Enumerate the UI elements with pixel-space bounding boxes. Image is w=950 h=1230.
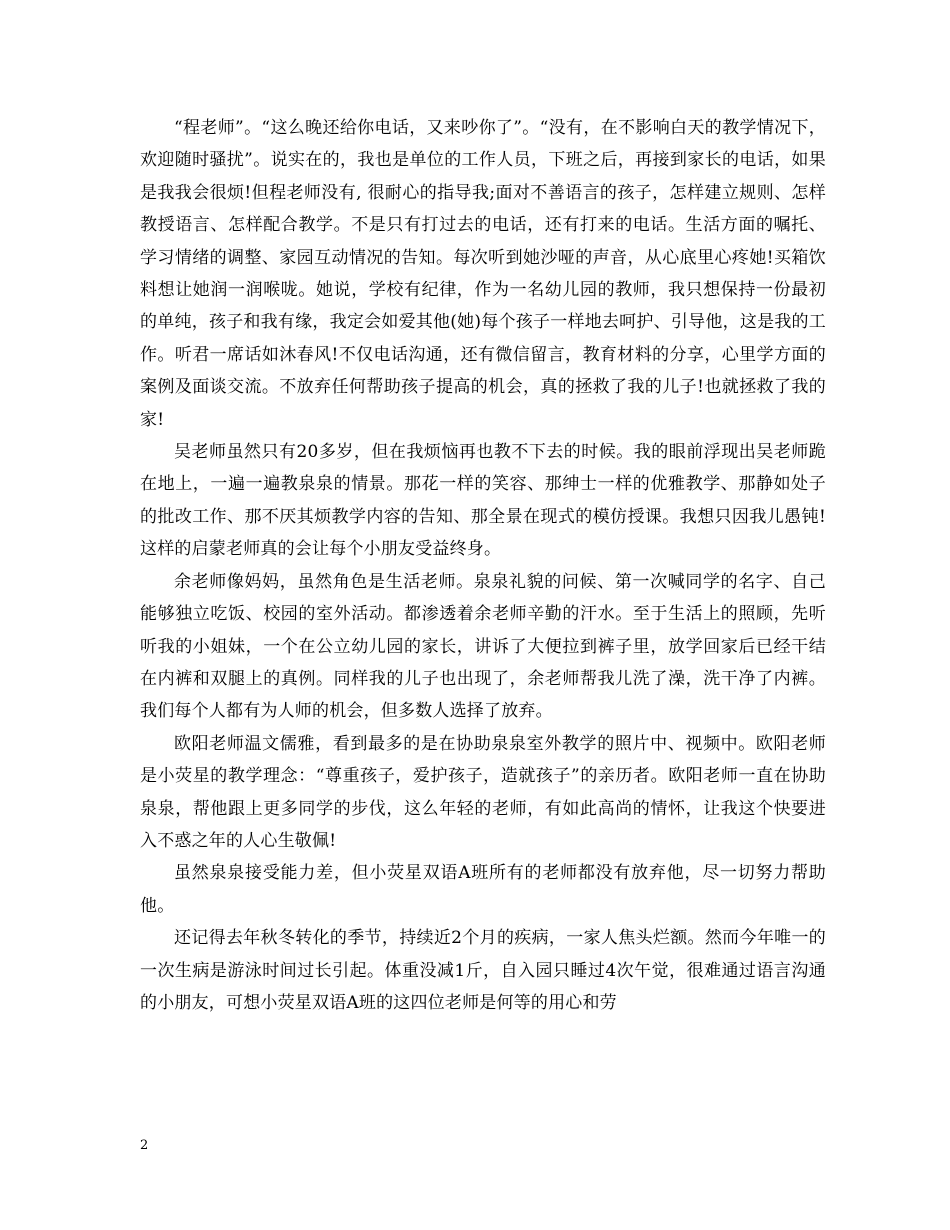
document-body (140, 112, 826, 1019)
page-number: 2 (140, 1138, 149, 1153)
paragraph-last-year: 还记得去年秋冬转化的季节，持续近2个月的疾病，一家人焦头烂额。然而今年唯一的一次生病是游泳时间过长引起。体重没减1斤，自入园只睡过4次午觉，很难通过语言沟通的小朋友，可想小荧星双语A班的这四位老师是何等的用心和劳 (140, 928, 826, 1013)
paragraph-teacher-ouyang: 欧阳老师温文儒雅，看到最多的是在协助泉泉室外教学的照片中、视频中。欧阳老师是小荧星的教学理念：“尊重孩子，爱护孩子，造就孩子”的亲历者。欧阳老师一直在协助泉泉，帮他跟上更多同学的步伐，这么年轻的老师，有如此高尚的情怀，让我这个快要进入不惑之年的人心生敬佩! (140, 733, 826, 851)
paragraph-teacher-yu: 余老师像妈妈，虽然角色是生活老师。泉泉礼貌的问候、第一次喊同学的名字、自己能够独立吃饭、校园的室外活动。都渗透着余老师辛勤的汗水。至于生活上的照顾，先听听我的小姐妹，一个在公立幼儿园的家长，讲诉了大便拉到裤子里，放学回家后已经干结在内裤和双腿上的真例。同样我的儿子也出现了，余老师帮我儿洗了澡，洗干净了内裤。我们每个人都有为人师的机会，但多数人选择了放弃。 (140, 571, 826, 722)
paragraph-teacher-cheng: “程老师”。“这么晚还给你电话，又来吵你了”。“没有，在不影响白天的教学情况下，欢迎随时骚扰”。说实在的，我也是单位的工作人员，下班之后，再接到家长的电话，如果是我我会很烦!但程老师没有, 很耐心的指导我;面对不善语言的孩子，怎样建立规则、怎样教授语言、怎样配合教学。不是只有打过去的电话，还有打来的电话。生活方面的嘱托、学习情绪的调整、家园互动情况的告知。每次听到她沙哑的声音，从心底里心疼她!买箱饮料想让她润一润喉咙。她说，学校有纪律，作为一名幼儿园的教师，我只想保持一份最初的单纯，孩子和我有缘，我定会如爱其他(她)每个孩子一样地去呵护、引导他，这是我的工作。听君一席话如沐春风!不仅电话沟通，还有微信留言，教育材料的分享，心里学方面的案例及面谈交流。不放弃任何帮助孩子提高的机会，真的拯救了我的儿子!也就拯救了我的家! (140, 118, 826, 430)
paragraph-teacher-wu: 吴老师虽然只有20多岁，但在我烦恼再也教不下去的时候。我的眼前浮现出吴老师跪在地上，一遍一遍教泉泉的情景。那花一样的笑容、那绅士一样的优雅教学、那静如处子的批改工作、那不厌其烦教学内容的告知、那全景在现式的模仿授课。我想只因我儿愚钝!这样的启蒙老师真的会让每个小朋友受益终身。 (140, 442, 826, 560)
paragraph-all-teachers: 虽然泉泉接受能力差，但小荧星双语A班所有的老师都没有放弃他，尽一切努力帮助他。 (140, 863, 826, 916)
